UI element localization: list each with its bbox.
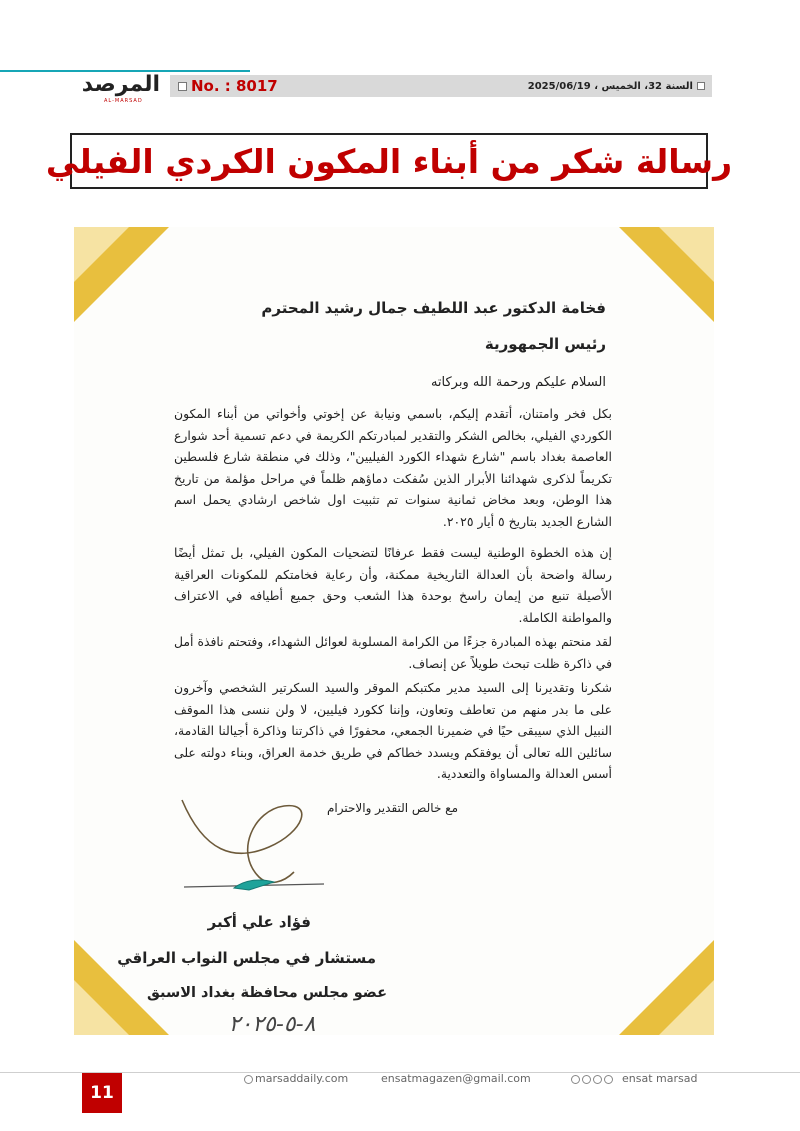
footer-social-handle: ensat marsad (622, 1072, 698, 1085)
gold-corner-highlight (74, 980, 129, 1035)
square-bullet-icon (697, 82, 705, 90)
letter-addressee-title: رئيس الجمهورية (484, 335, 606, 353)
facebook-icon[interactable] (571, 1075, 580, 1084)
page-number: 11 (82, 1073, 122, 1113)
gold-corner-highlight (659, 980, 714, 1035)
newspaper-logo (81, 72, 160, 106)
issue-number-text: No. : 8017 (191, 77, 278, 95)
handwritten-date-text: ٨-٥-٢٠٢٥ (228, 1012, 316, 1037)
footer-social-icons (571, 1072, 615, 1086)
letter-scan (74, 227, 714, 1035)
instagram-icon[interactable] (593, 1075, 602, 1084)
signer-role: مستشار في مجلس النواب العراقي (117, 949, 376, 967)
issue-date-line (528, 80, 705, 94)
gold-corner-highlight (659, 227, 714, 282)
letter-paragraph: شكرنا وتقديرنا إلى السيد مدير مكتبكم الموقر والسيد السكرتير الشخصي وآخرون على ما بدر منهم من تعاطف وتعاون، وإننا ككورد فيليين، لا ولن ننسى هذا الموقف النبيل الذي سيبقى حيًا في ضميرنا الجمعي، محفورًا في ذاكرتنا وذاكرة أجيالنا القادمة، سائلين الله تعالى أن يوفقكم ويسدد خطاكم في طريق خدمة العراق، وبناء دولته على أسس العدالة والمساواة والتعددية. (174, 680, 612, 781)
globe-icon (244, 1075, 253, 1084)
signer-name: فؤاد علي أكبر (207, 913, 311, 931)
logo-subtitle: AL-MARSAD (104, 98, 143, 104)
twitter-icon[interactable] (582, 1075, 591, 1084)
article-title: رسالة شكر من أبناء المكون الكردي الفيلي (45, 141, 733, 181)
issue-number (178, 77, 278, 95)
issue-date-text: السنة 32، الخميس ، 2025/06/19 (527, 81, 693, 92)
article-title-box (45, 133, 733, 189)
letter-paragraph: لقد منحتم بهذه المبادرة جزءًا من الكرامة المسلوبة لعوائل الشهداء، وفتحتم نافذة أمل في ذاكرة ظلت تبحث طويلاً عن إنصاف. (174, 634, 612, 671)
letter-paragraph: بكل فخر وامتنان، أتقدم إليكم، باسمي ونيابة عن إخوتي وأخواتي من أبناء المكون الكوردي الفيلي، بخالص الشكر والتقدير لمبادرتكم الكريمة في دعم تسمية أحد شوارع العاصمة بغداد باسم "شارع شهداء الكورد الفيليين"، وذلك في منطقة شارع فلسطين تكريماً لذكرى شهدائنا الأبرار الذين سُفكت دماؤهم ظلماً في مراحل مؤلمة من تاريخ هذا الوطن، وبعد مخاض ثمانية سنوات تم تثبيت اول شاخص ارشادي يحمل اسم الشارع الجديد بتاريخ ٥ أيار ٢٠٢٥. (174, 406, 612, 529)
logo-wordmark: المرصد (81, 72, 160, 97)
youtube-icon[interactable] (604, 1075, 613, 1084)
letter-paragraph: إن هذه الخطوة الوطنية ليست فقط عرفانًا لتضحيات المكون الفيلي، بل تمثل أيضًا رسالة واضحة بأن العدالة التاريخية ممكنة، وأن رعاية فخامتكم للمكونات العراقية الأصيلة تنبع من إيمان راسخ بوحدة هذا الشعب وحق جميع أطيافه في الاعتراف والمواطنة الكاملة. (174, 545, 612, 625)
letter-closing: مع خالص التقدير والاحترام (326, 801, 458, 815)
letter-greeting: السلام عليكم ورحمة الله وبركاته (430, 375, 606, 390)
handwritten-date (192, 1007, 352, 1035)
signer-role: عضو مجلس محافظة بغداد الاسبق (146, 985, 387, 1001)
square-bullet-icon (178, 82, 187, 91)
footer-website-text: marsaddaily.com (255, 1072, 349, 1085)
footer-website[interactable] (244, 1072, 348, 1086)
gold-corner-highlight (74, 227, 129, 282)
footer-email[interactable]: ensatmagazen@gmail.com (381, 1072, 531, 1085)
letter-addressee: فخامة الدكتور عبد اللطيف جمال رشيد المحترم (261, 299, 606, 317)
handwritten-signature (174, 792, 334, 902)
